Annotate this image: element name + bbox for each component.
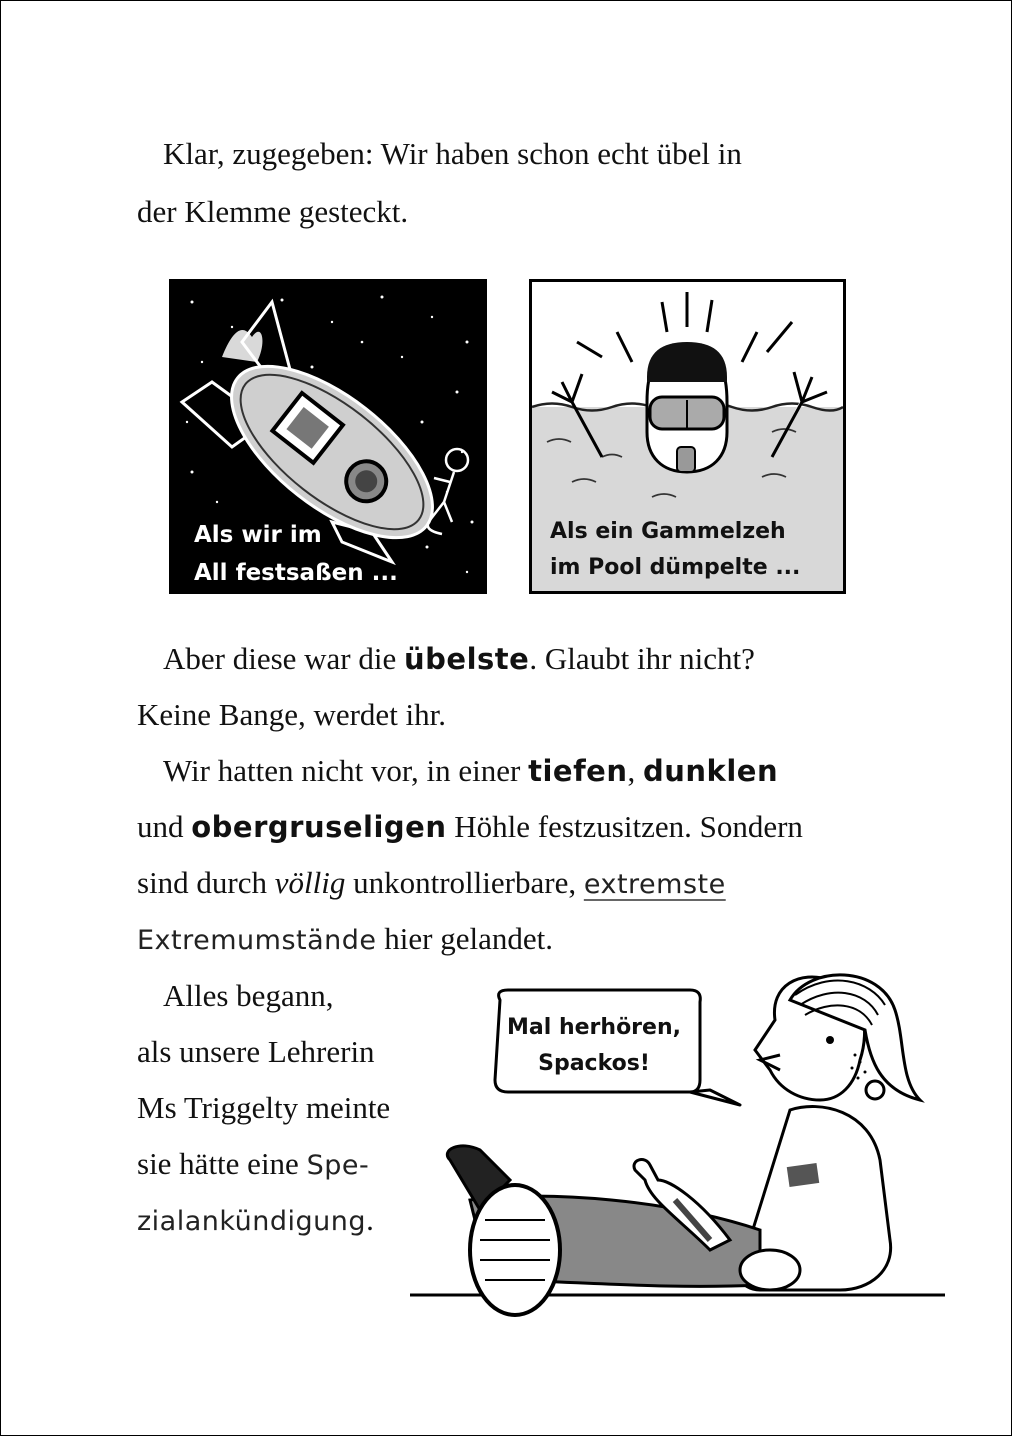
emphasis-zialankuendigung: zialankündigung xyxy=(137,1206,367,1237)
space-caption-line-2: All festsaßen ... xyxy=(194,560,398,586)
paragraph-4-line-3: Ms Triggelty meinte xyxy=(137,1090,391,1125)
emphasis-extremste: extremste xyxy=(583,869,726,900)
comic-panel-pool xyxy=(529,279,846,594)
emphasis-extremumstaende: Extremumstände xyxy=(137,925,377,956)
emphasis-tiefen: tiefen xyxy=(528,754,628,788)
p2-text-c: . Glaubt ihr nicht? xyxy=(529,641,755,676)
paragraph-3-line-1 xyxy=(163,753,778,789)
emphasis-dunklen: dunklen xyxy=(643,754,779,788)
paragraph-2-line-2: Keine Bange, werdet ihr. xyxy=(137,697,447,732)
p4-l5-b: . xyxy=(366,1202,374,1237)
paragraph-1-line-1: Klar, zugegeben: Wir haben schon echt übel in xyxy=(163,136,742,171)
p3-l3-c: unkontrollierbare, xyxy=(345,865,584,900)
speech-bubble-line-1: Mal herhören, xyxy=(507,1015,681,1040)
p3-l1-a: Wir hatten nicht vor, in einer xyxy=(163,753,529,788)
paragraph-3-line-2 xyxy=(137,809,803,845)
p3-l4-b: hier gelandet. xyxy=(376,921,553,956)
paragraph-4-line-2: als unsere Lehrerin xyxy=(137,1034,375,1069)
speech-bubble xyxy=(488,1010,700,1082)
p3-l1-c: , xyxy=(627,753,643,788)
pool-caption-line-2: im Pool dümpelte ... xyxy=(550,555,801,580)
emphasis-voellig: völlig xyxy=(274,865,346,900)
p2-text-a: Aber diese war die xyxy=(163,641,405,676)
comic-panel-space xyxy=(169,279,487,594)
emphasis-uebelste: übelste xyxy=(404,642,530,676)
paragraph-1-line-2: der Klemme gesteckt. xyxy=(137,194,409,229)
paragraph-4-line-4 xyxy=(137,1146,369,1182)
space-caption-line-1: Als wir im xyxy=(194,522,322,548)
paragraph-3-line-4 xyxy=(137,921,553,957)
speech-bubble-line-2: Spackos! xyxy=(538,1051,650,1076)
paragraph-4-line-1: Alles begann, xyxy=(163,978,334,1013)
p4-l4-a: sie hätte eine xyxy=(137,1146,307,1181)
p3-l3-a: sind durch xyxy=(137,865,275,900)
pool-caption-line-1: Als ein Gammelzeh xyxy=(550,519,786,544)
paragraph-3-line-3 xyxy=(137,865,726,901)
paragraph-4-line-5 xyxy=(137,1202,374,1238)
emphasis-obergruseligen: obergruseligen xyxy=(191,810,447,844)
emphasis-spe: Spe- xyxy=(306,1150,370,1181)
paragraph-2-line-1 xyxy=(163,641,755,677)
p3-l2-c: Höhle festzusitzen. Sondern xyxy=(446,809,803,844)
p3-l2-a: und xyxy=(137,809,192,844)
